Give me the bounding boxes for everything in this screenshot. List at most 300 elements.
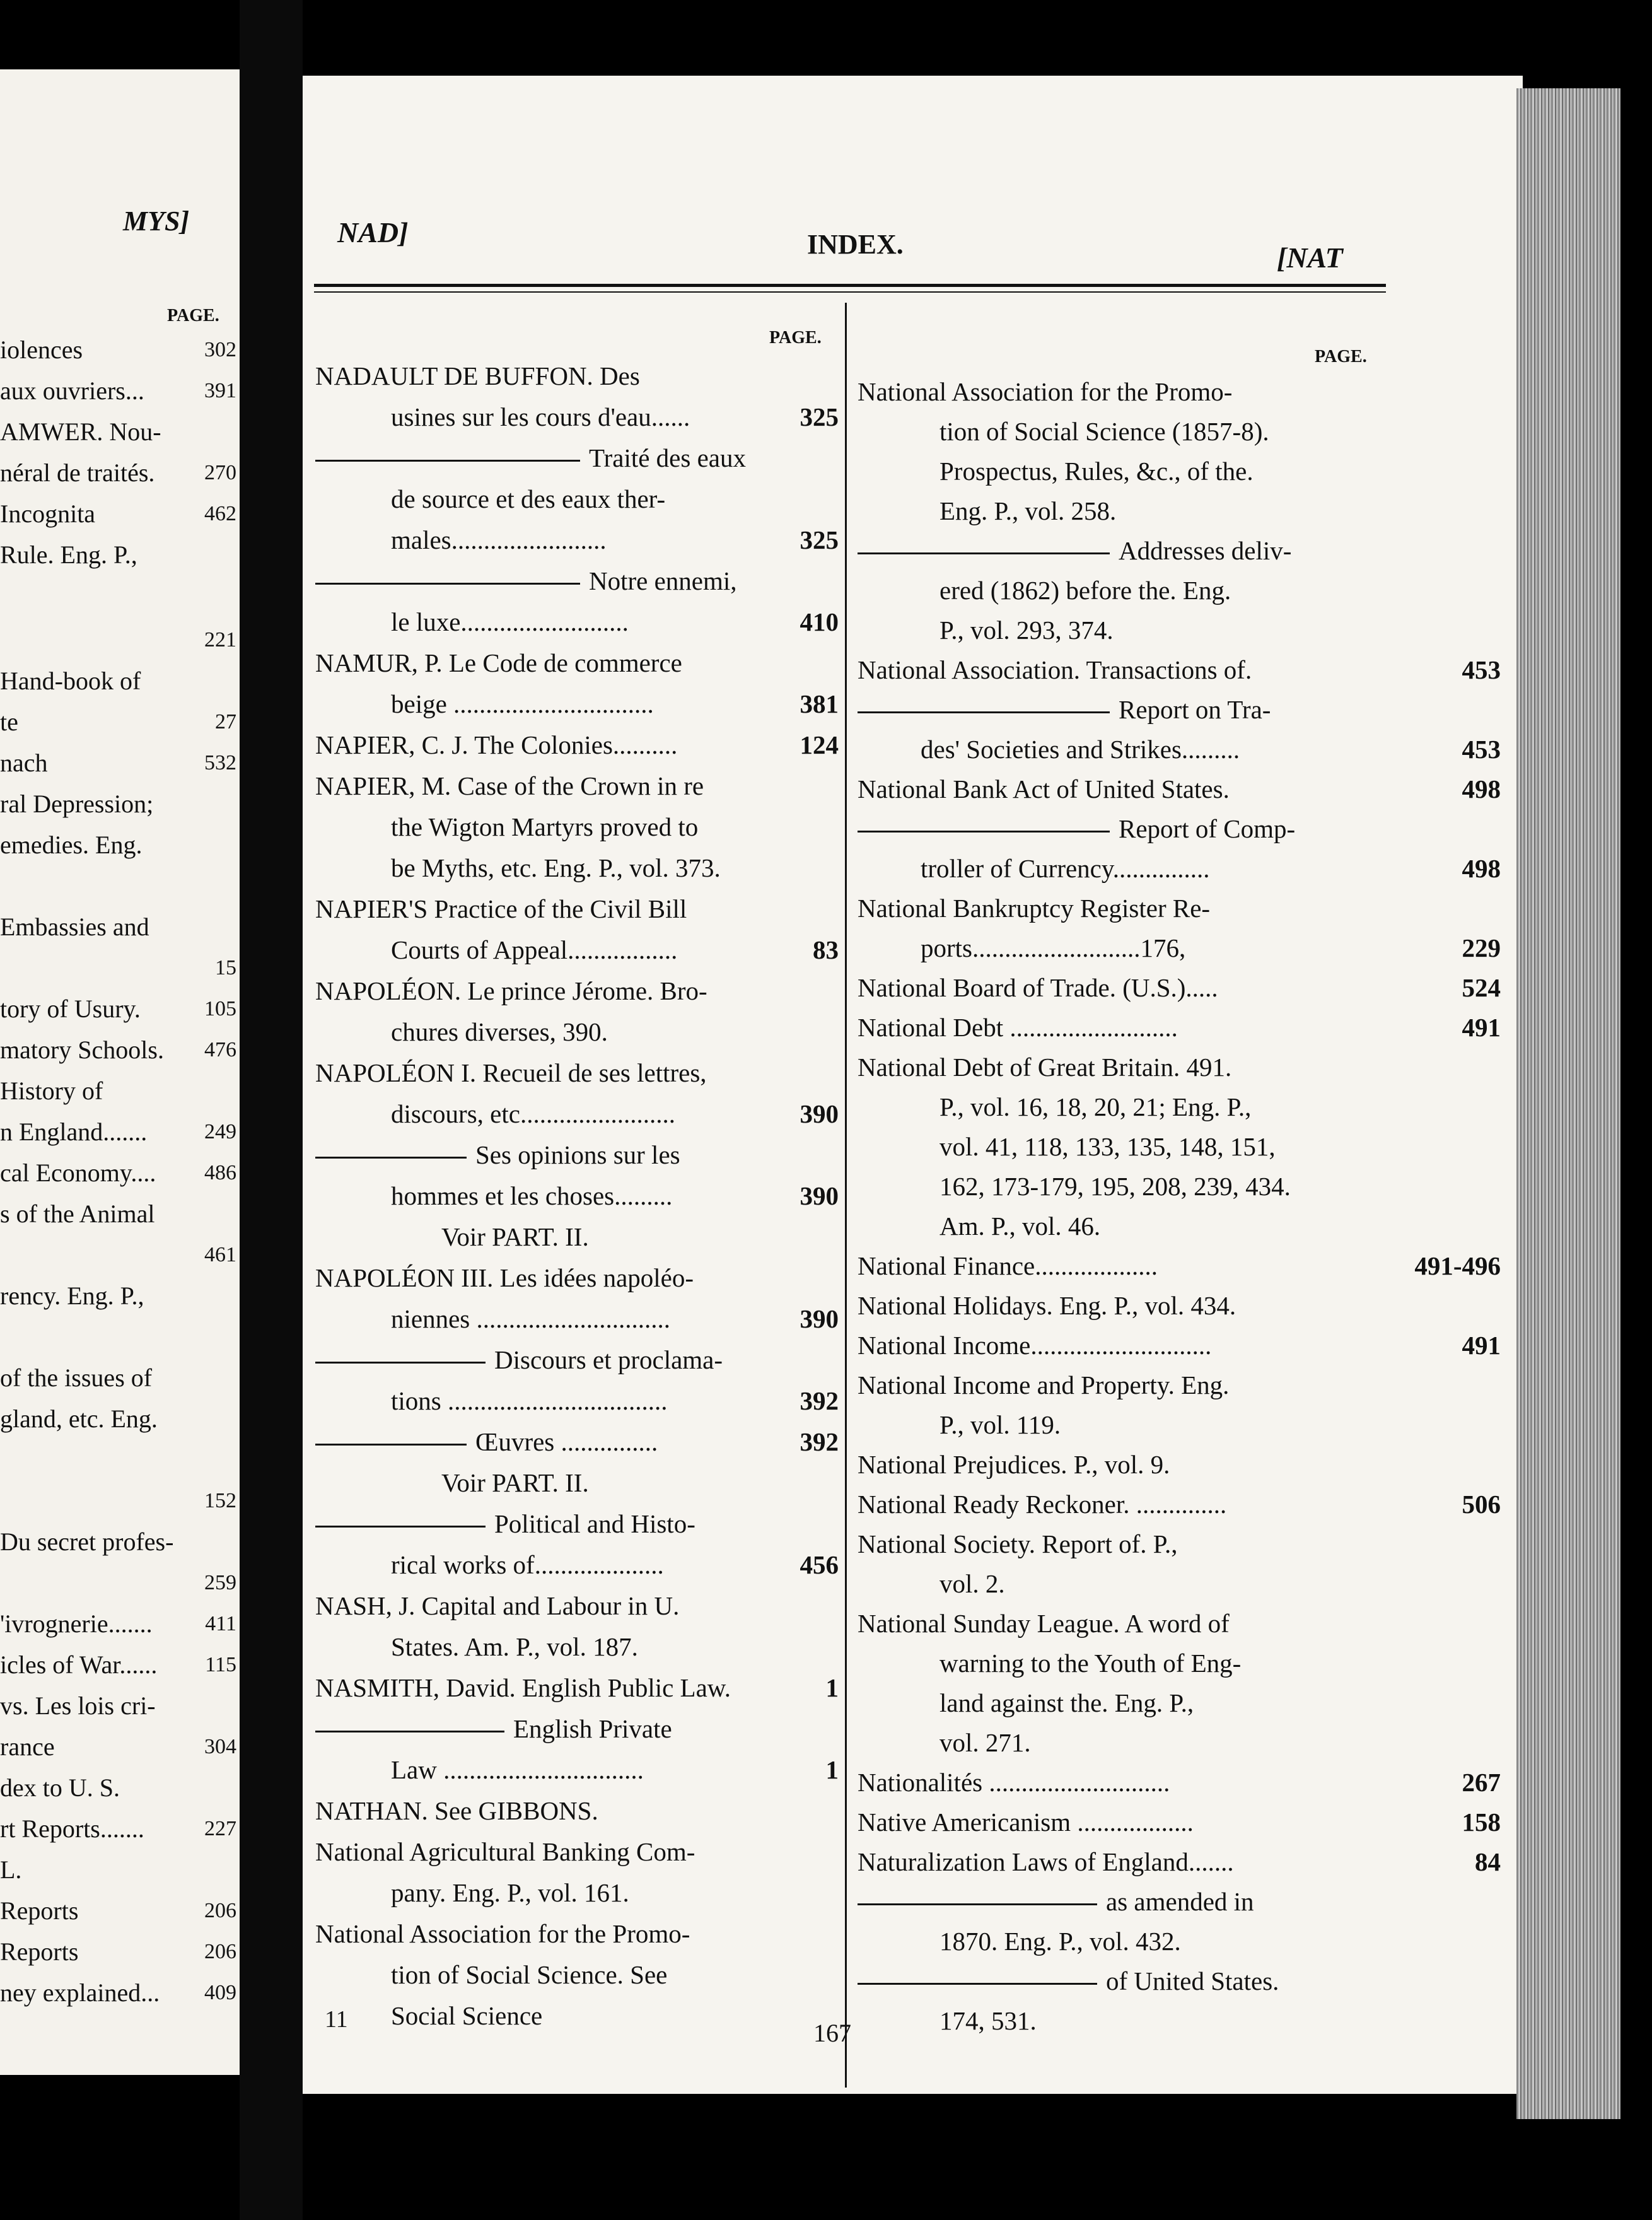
index-entry-text: States. Am. P., vol. 187. [391, 1632, 638, 1661]
index-entry-page: 498 [1462, 774, 1501, 803]
footer-page-number: 167 [813, 2019, 851, 2047]
index-entry-text: Ses opinions sur les [475, 1140, 680, 1169]
index-entry [858, 1246, 1501, 1285]
col2-page-heading: PAGE. [1315, 347, 1367, 366]
left-index-text: AMWER. Nou- [0, 418, 161, 446]
left-index-line [0, 1236, 236, 1274]
index-entry [858, 1802, 1501, 1842]
left-index-line [0, 372, 236, 410]
index-entry [315, 1258, 839, 1297]
left-index-line [0, 1974, 236, 2012]
index-entry [315, 643, 839, 682]
column-divider [845, 303, 847, 2088]
index-entry-text: P., vol. 16, 18, 20, 21; Eng. P., [939, 1092, 1252, 1121]
left-index-page: 152 [204, 1489, 236, 1512]
left-index-text: Hand-book of [0, 667, 141, 695]
left-index-page: 270 [204, 461, 236, 484]
index-entry-text: NASH, J. Capital and Labour in U. [315, 1591, 680, 1620]
index-entry [391, 1873, 839, 1912]
index-entry-text: ports..........................176, [921, 933, 1186, 962]
index-entry [939, 2001, 1501, 2040]
index-entry-text: niennes .............................. [391, 1304, 670, 1333]
index-entry-text: National Ready Reckoner. .............. [858, 1490, 1227, 1519]
left-index-line [0, 1646, 236, 1684]
ditto-rule [315, 460, 580, 462]
index-entry [391, 1012, 839, 1051]
index-entry [391, 520, 839, 559]
left-index-page: 227 [204, 1817, 236, 1840]
left-index-text: te [0, 708, 18, 736]
index-entry [391, 1545, 839, 1584]
index-entry [858, 968, 1501, 1007]
index-entry-text: National Debt .......................... [858, 1013, 1178, 1042]
left-index-line [0, 1769, 236, 1807]
index-entry [315, 561, 839, 600]
index-entry-page: 158 [1462, 1808, 1501, 1837]
index-entry-text: NAPIER, C. J. The Colonies.......... [315, 730, 678, 759]
index-entry-text: warning to the Youth of Eng- [939, 1649, 1242, 1678]
left-index-text: dex to U. S. [0, 1773, 120, 1802]
index-entry [858, 1882, 1501, 1921]
index-entry [939, 1087, 1501, 1126]
left-index-line [0, 1523, 236, 1561]
index-entry-page: 84 [1475, 1847, 1501, 1876]
index-entry-text: National Prejudices. P., vol. 9. [858, 1450, 1170, 1479]
index-entry-page: 1 [825, 1755, 839, 1784]
left-index-page: 259 [204, 1571, 236, 1594]
index-entry [858, 809, 1501, 848]
index-entry-text: Am. P., vol. 46. [939, 1212, 1101, 1241]
index-entry-text: National Finance................... [858, 1251, 1158, 1280]
left-index-line [0, 662, 236, 700]
index-entry [921, 849, 1501, 888]
index-entry-text: troller of Currency............... [921, 854, 1210, 883]
index-entry-text: tion of Social Science. See [391, 1960, 668, 1989]
left-index-page: 476 [204, 1038, 236, 1061]
index-entry-text: National Income and Property. Eng. [858, 1370, 1230, 1399]
index-entry [315, 1914, 839, 1953]
index-entry-page: 390 [800, 1099, 839, 1128]
index-entry [391, 848, 839, 887]
left-index-text: iolences [0, 336, 83, 364]
index-entry-page: 392 [800, 1386, 839, 1415]
index-entry [858, 769, 1501, 809]
index-entry [858, 1763, 1501, 1802]
left-index-page: 411 [205, 1612, 236, 1635]
index-entry-text: Nationalités ............................ [858, 1768, 1170, 1797]
left-index-text: 'ivrognerie....... [0, 1610, 153, 1638]
left-page-heading: PAGE. [167, 306, 219, 325]
index-entry [939, 1127, 1501, 1166]
index-entry-text: P., vol. 293, 374. [939, 616, 1114, 645]
index-entry [391, 1996, 839, 2035]
index-entry [858, 889, 1501, 928]
index-entry-page: 229 [1462, 933, 1501, 962]
index-entry-text: discours, etc........................ [391, 1099, 675, 1128]
left-index-page: 304 [204, 1735, 236, 1758]
index-entry-text: Œuvres ............... [475, 1427, 658, 1456]
index-entry-text: NATHAN. See GIBBONS. [315, 1796, 598, 1825]
index-entry-text: males........................ [391, 525, 607, 554]
left-index-line [0, 908, 236, 946]
left-index-page: 206 [204, 1940, 236, 1963]
index-entry-text: rical works of.................... [391, 1550, 664, 1579]
ditto-rule [858, 711, 1110, 713]
left-index-text: Rule. Eng. P., [0, 540, 137, 569]
index-entry [858, 1365, 1501, 1405]
left-index-line [0, 744, 236, 782]
index-entry-text: le luxe.......................... [391, 607, 629, 636]
index-entry-text: National Sunday League. A word of [858, 1609, 1230, 1638]
index-entry-text: National Association. Transactions of. [858, 655, 1252, 684]
left-index-text: Reports [0, 1937, 79, 1966]
index-entry [391, 930, 839, 969]
index-entry-page: 498 [1462, 854, 1501, 883]
index-entry [315, 356, 839, 395]
left-index-line [0, 1810, 236, 1848]
index-entry-text: National Bankruptcy Register Re- [858, 894, 1211, 923]
left-index-page: 461 [204, 1243, 236, 1266]
index-entry [939, 1206, 1501, 1246]
index-entry [391, 1381, 839, 1420]
index-entry-page: 491 [1462, 1331, 1501, 1360]
index-entry-page: 456 [800, 1550, 839, 1579]
index-entry-page: 506 [1462, 1490, 1501, 1519]
index-entry-text: NASMITH, David. English Public Law. [315, 1673, 731, 1702]
left-page [0, 69, 240, 2075]
index-entry [921, 928, 1501, 967]
footer-signature: 11 [325, 2006, 348, 2033]
left-index-text: cal Economy.... [0, 1159, 156, 1187]
left-index-line [0, 1482, 236, 1520]
index-entry-text: as amended in [1106, 1887, 1254, 1916]
index-entry [858, 1008, 1501, 1047]
index-entry-text: NAPOLÉON. Le prince Jérome. Bro- [315, 976, 707, 1005]
index-entry [315, 1340, 839, 1379]
left-index-text: Embassies and [0, 913, 149, 941]
index-entry-text: 1870. Eng. P., vol. 432. [939, 1927, 1181, 1956]
index-entry-text: hommes et les choses......... [391, 1181, 673, 1210]
index-entry-text: vol. 41, 118, 133, 135, 148, 151, [939, 1132, 1276, 1161]
index-entry-text: Social Science [391, 2001, 543, 2030]
index-entry-text: Political and Histo- [494, 1509, 695, 1538]
index-entry-text: National Association for the Promo- [315, 1919, 690, 1948]
left-index-text: aux ouvriers... [0, 377, 144, 405]
index-entry [315, 1791, 839, 1830]
index-entry [858, 690, 1501, 729]
left-index-line [0, 1892, 236, 1930]
index-entry-text: Addresses deliv- [1119, 536, 1292, 565]
ditto-rule [315, 1362, 486, 1364]
book-gutter [240, 0, 303, 2220]
index-entry-text: NAPOLÉON III. Les idées napoléo- [315, 1263, 694, 1292]
index-entry [939, 1405, 1501, 1444]
page-fore-edge [1516, 88, 1620, 2119]
left-page-header: MYS] [123, 206, 190, 237]
index-entry-text: National Agricultural Banking Com- [315, 1837, 695, 1866]
index-entry [939, 1564, 1501, 1603]
index-entry-text: Report of Comp- [1119, 814, 1296, 843]
left-index-line [0, 1605, 236, 1643]
index-entry-text: Voir PART. II. [441, 1222, 589, 1251]
left-index-text: Reports [0, 1896, 79, 1925]
left-index-line [0, 1359, 236, 1397]
index-entry-text: the Wigton Martyrs proved to [391, 812, 699, 841]
left-index-line [0, 1154, 236, 1192]
index-entry [858, 1604, 1501, 1643]
index-entry [315, 1053, 839, 1092]
index-entry [939, 491, 1501, 530]
index-entry [391, 1094, 839, 1133]
left-index-line [0, 826, 236, 864]
index-entry-text: NAPIER, M. Case of the Crown in re [315, 771, 704, 800]
index-entry [858, 1286, 1501, 1325]
header-left: NAD] [337, 216, 409, 248]
ditto-rule [858, 552, 1110, 554]
index-entry-text: English Private [513, 1714, 672, 1743]
index-entry [391, 479, 839, 518]
left-index-line [0, 949, 236, 987]
index-entry-text: Eng. P., vol. 258. [939, 496, 1117, 525]
index-entry-text: Native Americanism .................. [858, 1808, 1194, 1837]
index-entry-text: National Association for the Promo- [858, 377, 1233, 406]
left-index-line [0, 703, 236, 741]
index-entry-text: ered (1862) before the. Eng. [939, 576, 1231, 605]
index-entry [315, 971, 839, 1010]
left-index-text: rency. Eng. P., [0, 1282, 144, 1310]
index-entry-page: 491-496 [1414, 1251, 1501, 1280]
left-index-page: 486 [204, 1161, 236, 1184]
left-index-page: 221 [204, 628, 236, 651]
index-entry [315, 1586, 839, 1625]
left-index-page: 105 [204, 997, 236, 1020]
left-index-text: tory of Usury. [0, 995, 141, 1023]
index-entry-text: National Board of Trade. (U.S.)..... [858, 973, 1218, 1002]
left-index-line [0, 331, 236, 369]
index-entry [315, 1422, 839, 1461]
ditto-rule [315, 1731, 504, 1732]
index-entry-text: National Income............................ [858, 1331, 1212, 1360]
index-entry [858, 1961, 1501, 2001]
index-entry-page: 83 [813, 935, 839, 964]
index-entry [391, 1299, 839, 1338]
left-index-page: 206 [204, 1899, 236, 1922]
index-entry-text: beige ............................... [391, 689, 654, 718]
index-entry [315, 1504, 839, 1543]
left-index-page: 249 [204, 1120, 236, 1143]
ditto-rule [315, 1444, 467, 1446]
index-entry [858, 1524, 1501, 1563]
index-entry [315, 725, 839, 764]
ditto-rule [315, 1526, 486, 1528]
ditto-rule [858, 1903, 1097, 1905]
index-entry [315, 1709, 839, 1748]
index-entry-page: 491 [1462, 1013, 1501, 1042]
left-index-text: rance [0, 1732, 55, 1761]
index-entry-text: NAMUR, P. Le Code de commerce [315, 648, 682, 677]
left-index-text: ral Depression; [0, 790, 154, 818]
index-entry-text: des' Societies and Strikes......... [921, 735, 1240, 764]
index-entry [315, 889, 839, 928]
index-entry [939, 1167, 1501, 1206]
header-right: [NAT [1277, 242, 1343, 274]
index-entry-text: 162, 173-179, 195, 208, 239, 434. [939, 1172, 1291, 1201]
index-entry [391, 807, 839, 846]
index-entry [441, 1217, 839, 1256]
index-entry-text: National Holidays. Eng. P., vol. 434. [858, 1291, 1236, 1320]
index-entry [939, 1723, 1501, 1762]
left-index-text: gland, etc. Eng. [0, 1405, 158, 1433]
index-entry-text: of United States. [1106, 1966, 1279, 1995]
index-entry [858, 1445, 1501, 1484]
index-entry [858, 1048, 1501, 1087]
index-entry [939, 1644, 1501, 1683]
index-entry-page: 381 [800, 689, 839, 718]
index-entry-text: Notre ennemi, [589, 566, 737, 595]
ditto-rule [858, 1983, 1097, 1985]
index-entry [921, 730, 1501, 769]
index-entry-text: NAPIER'S Practice of the Civil Bill [315, 894, 687, 923]
index-entry [939, 1922, 1501, 1961]
index-entry [939, 412, 1501, 451]
index-entry-text: tions .................................. [391, 1386, 668, 1415]
left-index-text: rt Reports....... [0, 1814, 144, 1843]
left-index-text: vs. Les lois cri- [0, 1691, 156, 1720]
left-index-text: of the issues of [0, 1364, 153, 1392]
left-index-line [0, 621, 236, 659]
index-entry-page: 524 [1462, 973, 1501, 1002]
index-entry [391, 1955, 839, 1994]
left-index-text: s of the Animal [0, 1200, 155, 1228]
left-index-line [0, 413, 236, 451]
left-index-text: Du secret profes- [0, 1528, 174, 1556]
index-entry [858, 1485, 1501, 1524]
index-entry-text: usines sur les cours d'eau...... [391, 402, 690, 431]
left-index-line [0, 1851, 236, 1889]
index-entry [391, 602, 839, 641]
index-entry [939, 610, 1501, 650]
index-entry [391, 1176, 839, 1215]
header-center: INDEX. [807, 229, 904, 260]
left-index-text: icles of War...... [0, 1650, 158, 1679]
left-index-text: Incognita [0, 500, 96, 528]
left-index-line [0, 1195, 236, 1233]
index-entry-text: chures diverses, 390. [391, 1017, 608, 1046]
left-index-page: 409 [204, 1981, 236, 2004]
left-index-page: 302 [204, 338, 236, 361]
index-entry-page: 390 [800, 1181, 839, 1210]
index-entry-page: 453 [1462, 735, 1501, 764]
index-entry-text: pany. Eng. P., vol. 161. [391, 1878, 629, 1907]
ditto-rule [858, 831, 1110, 833]
left-index-line [0, 536, 236, 574]
index-entry-text: vol. 271. [939, 1728, 1031, 1757]
index-entry-page: 267 [1462, 1768, 1501, 1797]
index-entry-page: 325 [800, 402, 839, 431]
index-entry-page: 410 [800, 607, 839, 636]
index-entry [939, 571, 1501, 610]
index-entry [858, 1842, 1501, 1881]
index-entry [858, 372, 1501, 411]
left-index-line [0, 1113, 236, 1151]
left-index-line [0, 1564, 236, 1602]
index-entry [391, 1750, 839, 1789]
index-entry-text: National Society. Report of. P., [858, 1529, 1178, 1558]
index-entry-page: 1 [825, 1673, 839, 1702]
right-page [303, 76, 1523, 2094]
left-index-text: ney explained... [0, 1978, 160, 2007]
index-entry [858, 531, 1501, 570]
index-entry-text: NAPOLÉON I. Recueil de ses lettres, [315, 1058, 707, 1087]
index-entry [315, 1135, 839, 1174]
index-entry [939, 452, 1501, 491]
left-index-page: 532 [204, 751, 236, 774]
left-index-text: L. [0, 1855, 22, 1884]
left-index-text: nach [0, 749, 48, 777]
index-entry-text: be Myths, etc. Eng. P., vol. 373. [391, 853, 721, 882]
index-entry-text: Naturalization Laws of England....... [858, 1847, 1234, 1876]
index-entry-text: P., vol. 119. [939, 1410, 1061, 1439]
left-index-line [0, 1728, 236, 1766]
left-index-page: 115 [205, 1653, 236, 1676]
index-entry [858, 650, 1501, 689]
left-index-text: n England....... [0, 1118, 148, 1146]
index-entry-text: Law ............................... [391, 1755, 644, 1784]
index-entry-text: vol. 2. [939, 1569, 1005, 1598]
index-entry [391, 397, 839, 436]
ditto-rule [315, 583, 580, 585]
header-rule [314, 284, 1386, 287]
left-index-line [0, 454, 236, 492]
index-entry-text: de source et des eaux ther- [391, 484, 666, 513]
index-entry [315, 1668, 839, 1707]
index-entry-text: Discours et proclama- [494, 1345, 723, 1374]
index-entry-text: National Debt of Great Britain. 491. [858, 1053, 1232, 1082]
left-index-line [0, 1031, 236, 1069]
left-index-line [0, 1400, 236, 1438]
index-entry-text: Courts of Appeal................. [391, 935, 678, 964]
left-index-line [0, 785, 236, 823]
index-entry-page: 325 [800, 525, 839, 554]
left-index-line [0, 1687, 236, 1725]
index-entry-text: National Bank Act of United States. [858, 774, 1230, 803]
index-entry-text: Traité des eaux [589, 443, 746, 472]
index-entry [315, 1832, 839, 1871]
index-entry [939, 1683, 1501, 1722]
index-entry [315, 766, 839, 805]
left-index-page: 391 [204, 379, 236, 402]
index-entry-text: Voir PART. II. [441, 1468, 589, 1497]
index-entry-page: 124 [800, 730, 839, 759]
index-entry [315, 438, 839, 477]
index-entry-page: 453 [1462, 655, 1501, 684]
index-entry [391, 684, 839, 723]
left-index-text: History of [0, 1077, 103, 1105]
header-rule-thin [314, 291, 1386, 293]
left-index-page: 27 [215, 710, 236, 733]
index-entry [858, 1326, 1501, 1365]
index-entry-page: 392 [800, 1427, 839, 1456]
index-entry-text: land against the. Eng. P., [939, 1688, 1194, 1717]
index-entry-page: 390 [800, 1304, 839, 1333]
index-entry [391, 1627, 839, 1666]
left-index-line [0, 1072, 236, 1110]
col1-page-heading: PAGE. [769, 328, 822, 348]
index-entry-text: Report on Tra- [1119, 695, 1271, 724]
index-entry-text: 174, 531. [939, 2006, 1037, 2035]
left-index-text: emedies. Eng. [0, 831, 143, 859]
left-index-page: 462 [204, 502, 236, 525]
